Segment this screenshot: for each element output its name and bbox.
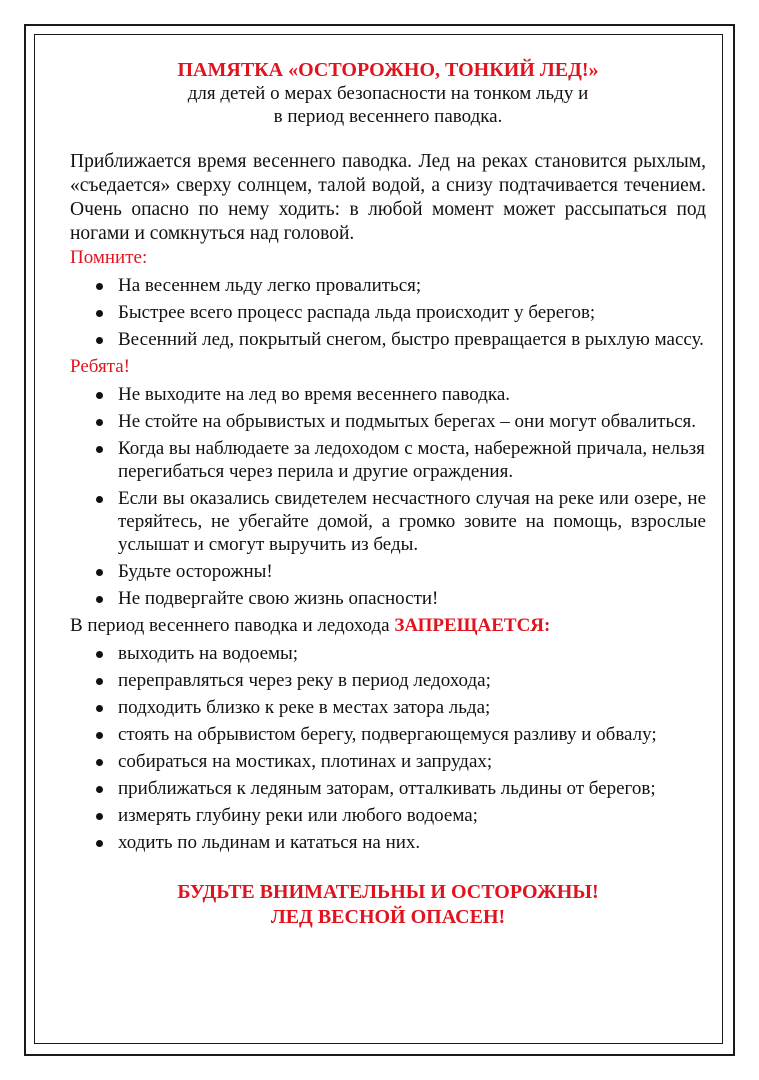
memo-subtitle-line-1: для детей о мерах безопасности на тонком льду и xyxy=(187,83,589,104)
forbidden-item-text: приближаться к ледяным заторам, отталкивать льдины от берегов; xyxy=(118,778,656,799)
kids-item xyxy=(70,560,706,583)
remember-item-text: Быстрее всего процесс распада льда происходит у берегов; xyxy=(118,302,596,323)
kids-list xyxy=(70,383,706,610)
kids-item xyxy=(70,410,706,433)
bullet-icon xyxy=(96,310,103,317)
forbidden-lead: В период весеннего паводка и ледохода xyxy=(70,615,395,636)
remember-list xyxy=(70,274,706,351)
forbidden-list xyxy=(70,642,706,854)
kids-item-text: Будьте осторожны! xyxy=(118,561,273,582)
forbidden-item xyxy=(70,642,706,665)
forbidden-heading xyxy=(70,614,706,638)
kids-item-text: Не стойте на обрывистых и подмытых берегах – они могут обвалиться. xyxy=(118,411,697,432)
kids-item-text: Не выходите на лед во время весеннего паводка. xyxy=(118,384,511,405)
forbidden-item xyxy=(70,669,706,692)
bullet-icon xyxy=(96,337,103,344)
forbidden-item-text: ходить по льдинам и кататься на них. xyxy=(118,832,421,853)
kids-item-text: Если вы оказались свидетелем несчастного случая на реке или озере, не теряйтесь, не убегайте домой, а громко зовите на помощь, взрослые услышат и смогут выручить из беды. xyxy=(118,488,706,555)
forbidden-item-text: стоять на обрывистом берегу, подвергающемуся разливу и обвалу; xyxy=(118,724,657,745)
memo-content xyxy=(70,58,706,930)
memo-title: ПАМЯТКА «ОСТОРОЖНО, ТОНКИЙ ЛЕД!» xyxy=(177,59,599,81)
remember-item xyxy=(70,274,706,297)
kids-item xyxy=(70,437,706,483)
forbidden-item xyxy=(70,723,706,746)
kids-item-text: Когда вы наблюдаете за ледоходом с моста, набережной причала, нельзя перегибаться через перила и другие ограждения. xyxy=(118,438,705,482)
bullet-icon xyxy=(96,759,103,766)
bullet-icon xyxy=(96,813,103,820)
bullet-icon xyxy=(96,496,103,503)
remember-item xyxy=(70,328,706,351)
forbidden-item-text: собираться на мостиках, плотинах и запрудах; xyxy=(118,751,493,772)
bullet-icon xyxy=(96,732,103,739)
forbidden-item xyxy=(70,831,706,854)
forbidden-item xyxy=(70,777,706,800)
kids-label: Ребята! xyxy=(70,356,130,377)
kids-item xyxy=(70,487,706,556)
remember-item-text: Весенний лед, покрытый снегом, быстро превращается в рыхлую массу. xyxy=(118,329,704,350)
bullet-icon xyxy=(96,678,103,685)
forbidden-item xyxy=(70,696,706,719)
kids-item xyxy=(70,383,706,406)
forbidden-item-text: измерять глубину реки или любого водоема; xyxy=(118,805,478,826)
bullet-icon xyxy=(96,392,103,399)
bullet-icon xyxy=(96,840,103,847)
warning-footer xyxy=(70,880,706,930)
bullet-icon xyxy=(96,786,103,793)
bullet-icon xyxy=(96,283,103,290)
bullet-icon xyxy=(96,596,103,603)
kids-item xyxy=(70,587,706,610)
forbidden-item-text: выходить на водоемы; xyxy=(118,643,299,664)
forbidden-word: ЗАПРЕЩАЕТСЯ: xyxy=(394,615,551,636)
bullet-icon xyxy=(96,705,103,712)
kids-item-text: Не подвергайте свою жизнь опасности! xyxy=(118,588,439,609)
remember-item-text: На весеннем льду легко провалиться; xyxy=(118,275,422,296)
memo-subtitle-line-2: в период весеннего паводка. xyxy=(273,106,503,127)
warning-line-1: БУДЬТЕ ВНИМАТЕЛЬНЫ И ОСТОРОЖНЫ! xyxy=(177,881,599,903)
warning-line-2: ЛЕД ВЕСНОЙ ОПАСЕН! xyxy=(270,906,506,928)
forbidden-item xyxy=(70,750,706,773)
remember-label: Помните: xyxy=(70,247,148,268)
remember-item xyxy=(70,301,706,324)
forbidden-item xyxy=(70,804,706,827)
bullet-icon xyxy=(96,419,103,426)
bullet-icon xyxy=(96,446,103,453)
forbidden-item-text: подходить близко к реке в местах затора льда; xyxy=(118,697,491,718)
bullet-icon xyxy=(96,569,103,576)
intro-paragraph: Приближается время весеннего паводка. Лед на реках становится рыхлым, «съедается» сверху солнцем, талой водой, а снизу подтачивается течением. Очень опасно по нему ходить: в любой момент может рассыпаться под ногами и сомкнуться над головой. xyxy=(70,151,706,244)
bullet-icon xyxy=(96,651,103,658)
forbidden-item-text: переправляться через реку в период ледохода; xyxy=(118,670,491,691)
